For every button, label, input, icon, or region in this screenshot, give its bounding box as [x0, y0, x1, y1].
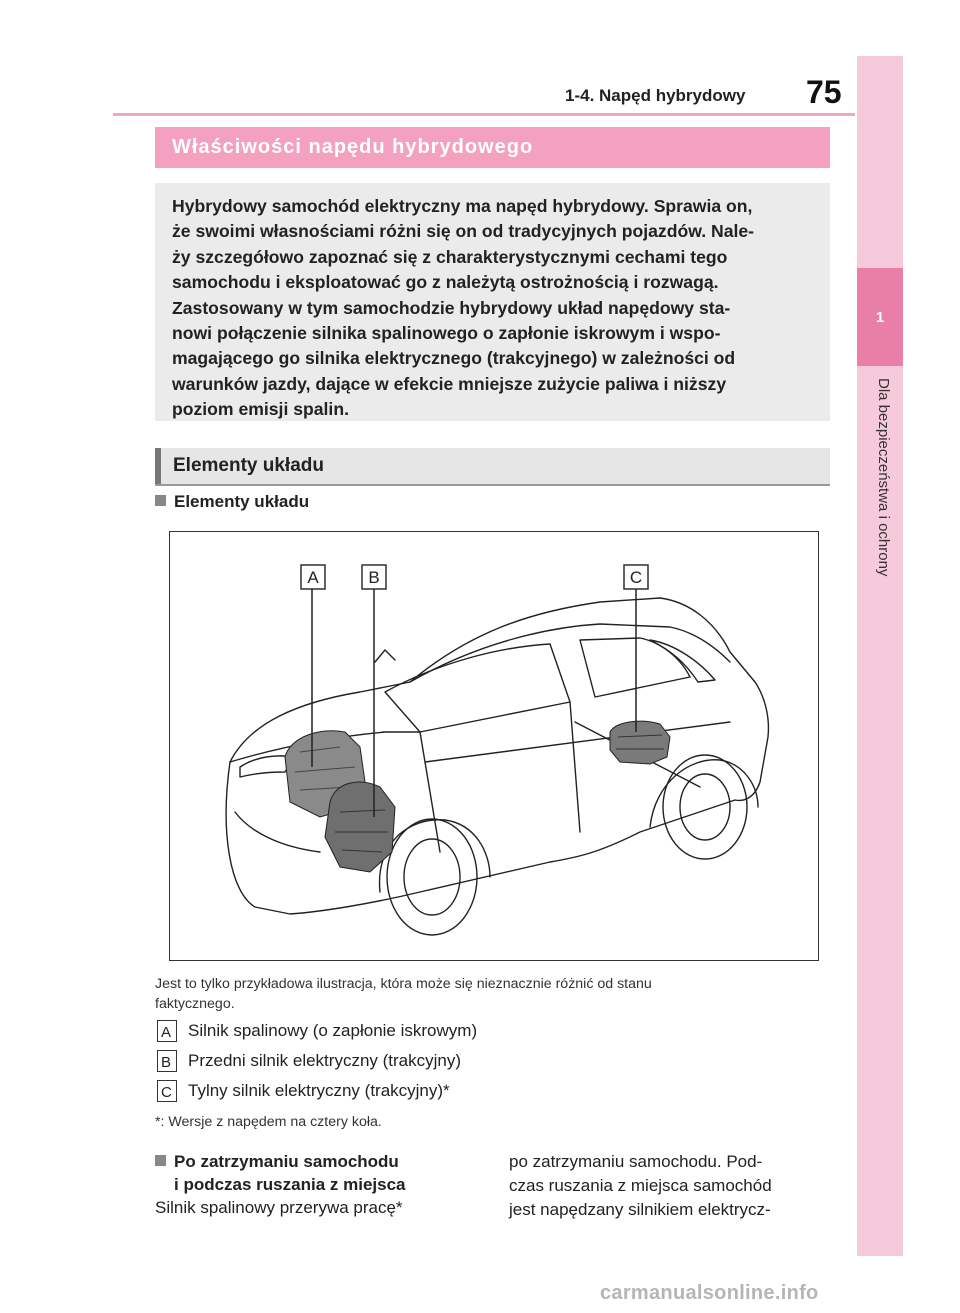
section-heading-text: Elementy układu	[173, 455, 324, 476]
front-motor	[325, 782, 395, 872]
chapter-tab-number[interactable]: 1	[857, 268, 903, 366]
front-wheel	[387, 819, 477, 935]
legend-text-c: Tylny silnik elektryczny (trakcyjny)*	[188, 1081, 450, 1100]
page-number: 75	[806, 74, 842, 110]
callout-c	[624, 565, 648, 589]
header-divider	[113, 113, 855, 116]
intro-line: poziom emisji spalin.	[172, 399, 349, 420]
stop-heading	[155, 1150, 405, 1196]
main-title-text: Właściwości napędu hybrydowego	[172, 136, 534, 158]
figure-caption	[155, 974, 845, 1014]
right-column-line: jest napędzany silnikiem elektrycz-	[509, 1200, 771, 1219]
mirror	[375, 650, 395, 662]
legend-key-b: B	[157, 1050, 177, 1072]
legend-text-a: Silnik spalinowy (o zapłonie iskrowym)	[188, 1021, 478, 1040]
stop-heading-line1: Po zatrzymaniu samochodu	[174, 1152, 399, 1171]
legend-text-b: Przedni silnik elektryczny (trakcyjny)	[188, 1051, 462, 1070]
car-window-front	[385, 644, 570, 732]
stop-text: Silnik spalinowy przerywa pracę*	[155, 1198, 403, 1217]
legend-item-c	[157, 1080, 450, 1102]
square-bullet-icon	[155, 1155, 166, 1166]
subheading-text: Elementy układu	[174, 492, 310, 511]
intro-line: nowi połączenie silnika spalinowego o zapłonie iskrowym i wspo-	[172, 323, 721, 344]
intro-line: samochodu i eksploatować go z należytą ostrożnością i rozwagą.	[172, 272, 719, 293]
rear-wheel-rim	[680, 774, 730, 840]
footnote: *: Wersje z napędem na cztery koła.	[155, 1114, 382, 1130]
hybrid-system-illustration	[169, 531, 819, 961]
intro-line: ży szczegółowo zapoznać się z charakterystycznymi cechami tego	[172, 246, 728, 267]
car-illustration	[170, 532, 817, 959]
front-wheel-rim	[404, 839, 460, 915]
intro-line: magającego go silnika elektrycznego (trakcyjnego) w zależności od	[172, 348, 736, 369]
car-window-quarter	[650, 640, 715, 682]
grille	[235, 812, 320, 852]
legend-key-a: A	[157, 1020, 177, 1042]
callout-b	[362, 565, 386, 589]
watermark: carmanualsonline.info	[600, 1282, 819, 1304]
stop-heading-line2: i podczas ruszania z miejsca	[174, 1175, 406, 1194]
rear-motor	[610, 721, 670, 764]
callout-a-text: A	[307, 568, 319, 587]
main-title	[155, 127, 830, 168]
right-column-line: czas ruszania z miejsca samochód	[509, 1176, 772, 1195]
rear-wheel	[663, 755, 747, 859]
callout-c-text: C	[629, 568, 643, 587]
legend-item-a	[157, 1020, 477, 1042]
caption-line: faktycznego.	[155, 996, 235, 1012]
caption-line: Jest to tylko przykładowa ilustracja, która może się nieznacznie różnić od stanu	[155, 976, 652, 992]
right-column-text	[509, 1150, 839, 1222]
intro-line: Zastosowany w tym samochodzie hybrydowy układ napędowy sta-	[172, 297, 731, 318]
car-roof	[410, 624, 730, 682]
callout-a	[301, 565, 325, 589]
legend-key-c: C	[157, 1080, 177, 1102]
car-side-line	[425, 722, 730, 762]
legend-item-b	[157, 1050, 461, 1072]
square-bullet-icon	[155, 495, 166, 506]
callout-b-text: B	[368, 568, 380, 587]
section-heading	[155, 448, 830, 484]
chapter-tab-label: Dla bezpieczeństwa i ochrony	[875, 378, 892, 577]
intro-line: że swoimi własnościami różni się on od tradycyjnych pojazdów. Nale-	[172, 221, 755, 242]
section-title: 1-4. Napęd hybrydowy	[565, 86, 746, 105]
subheading	[155, 492, 309, 512]
car-door-line	[420, 732, 440, 852]
intro-line: warunków jazdy, dające w efekcie mniejsze zużycie paliwa i niższy	[172, 373, 727, 394]
intro-line: Hybrydowy samochód elektryczny ma napęd hybrydowy. Sprawia on,	[172, 196, 753, 216]
section-heading-rule	[155, 484, 830, 486]
right-column-line: po zatrzymaniu samochodu. Pod-	[509, 1152, 763, 1171]
chapter-tab-bar	[857, 56, 903, 1256]
intro-box	[155, 183, 830, 421]
